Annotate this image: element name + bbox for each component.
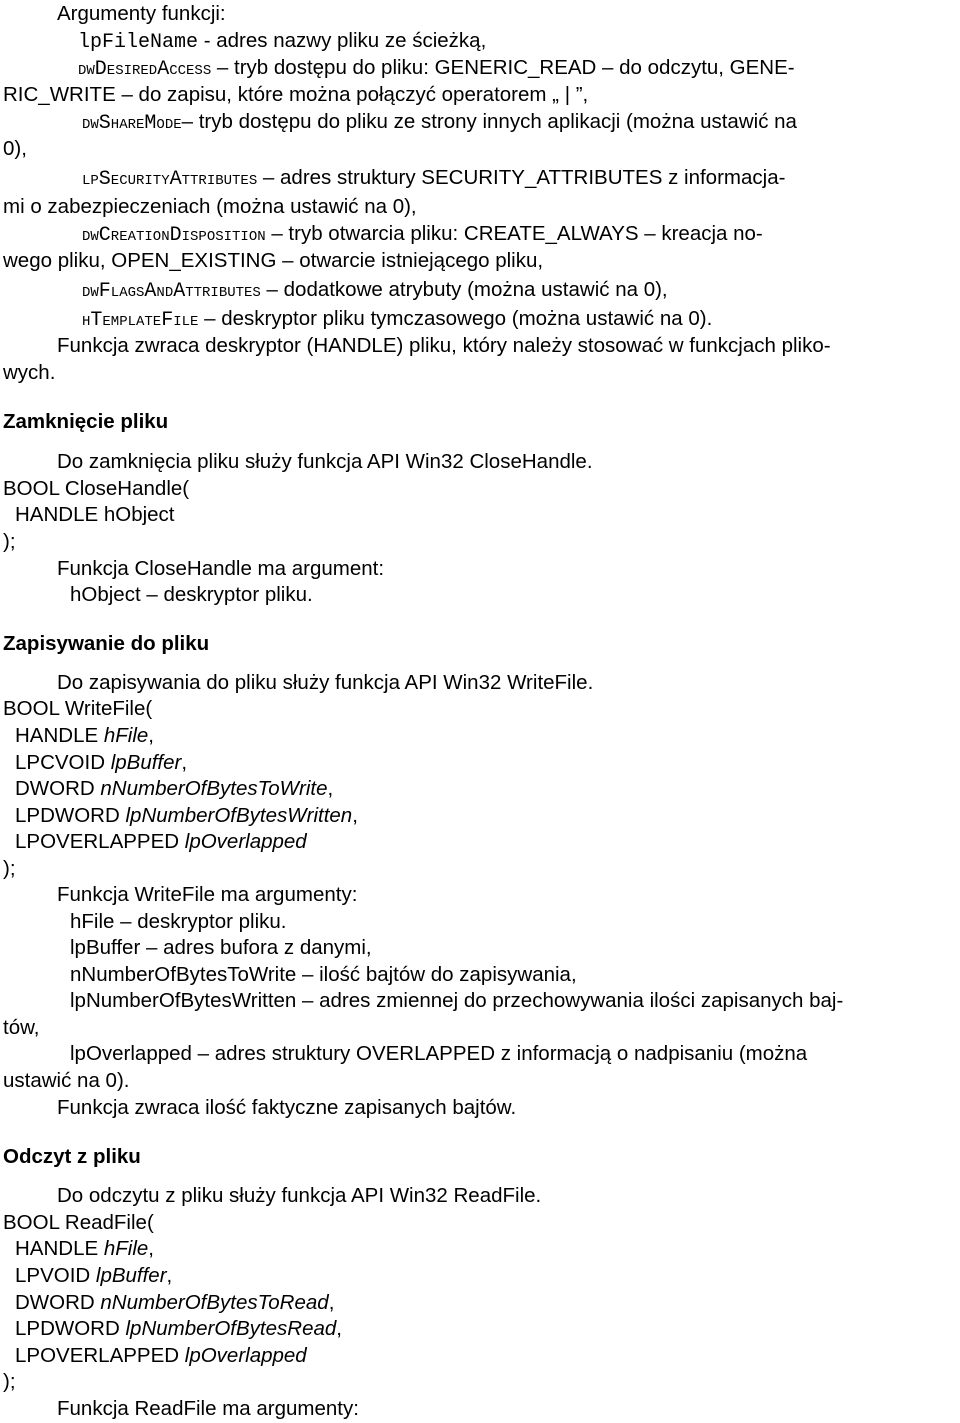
write-signature-open: BOOL WriteFile( [3,697,153,720]
param-desc: – tryb dostępu do pliku: GENERIC_READ – do odczytu, GENE- [211,56,795,79]
section-heading-write: Zapisywanie do pliku [3,632,210,655]
close-signature-open: BOOL CloseHandle( [3,477,190,500]
param-name: dwCreationDisposition [82,224,266,247]
param-name: hFile [103,1237,149,1260]
write-param [15,722,154,749]
param-sep: , [328,1291,335,1314]
close-arg: hObject – deskryptor pliku. [70,583,313,606]
write-arg: lpNumberOfBytesWritten – adres zmiennej do przechowywania ilości zapisanych baj- [70,989,844,1012]
write-param [15,828,307,855]
arg-dwflagsandattributes [82,276,668,303]
write-signature-close: ); [3,857,16,880]
write-arg: hFile – deskryptor pliku. [70,910,287,933]
write-arg: lpBuffer – adres bufora z danymi, [70,936,372,959]
section-heading-read: Odczyt z pliku [3,1145,141,1168]
param-desc: – tryb dostępu do pliku ze strony innych aplikacji (można ustawić na [181,110,797,133]
param-name: lpBuffer [95,1264,167,1287]
param-sep: , [327,777,334,800]
param-sep: , [166,1264,173,1287]
read-args-intro: Funkcja ReadFile ma argumenty: [57,1397,359,1420]
arg-dwdesiredaccess [78,54,795,81]
param-name: lpFileName [78,31,199,54]
param-type: LPDWORD [15,804,126,827]
arg-htemplatefile [82,305,712,332]
param-sep: , [181,751,188,774]
close-intro: Do zamknięcia pliku służy funkcja API Win32 CloseHandle. [57,450,593,473]
read-param [15,1342,307,1369]
write-arg-continuation: tów, [3,1016,40,1039]
param-type: LPOVERLAPPED [15,1344,185,1367]
close-signature-close: ); [3,530,16,553]
read-intro: Do odczytu z pliku służy funkcja API Win32 ReadFile. [57,1184,542,1207]
section-heading-close: Zamknięcie pliku [3,410,169,433]
param-name: dwFlagsAndAttributes [82,280,261,303]
read-param [15,1235,154,1262]
param-type: LPDWORD [15,1317,126,1340]
arg-dwcreationdisposition [82,220,763,247]
arg-lpsecurityattributes [82,164,785,191]
write-arg-continuation: ustawić na 0). [3,1069,130,1092]
param-name: hTemplateFile [82,309,199,332]
write-arg: lpOverlapped – adres struktury OVERLAPPED z informacją o nadpisaniu (można [70,1042,808,1065]
param-desc: - adres nazwy pliku ze ścieżką, [198,29,487,52]
read-param [15,1289,334,1316]
write-param [15,802,358,829]
read-signature-close: ); [3,1370,16,1393]
param-name: dwDesiredAccess [78,58,212,81]
close-args-intro: Funkcja CloseHandle ma argument: [57,557,385,580]
read-param [15,1262,172,1289]
param-name: lpNumberOfBytesRead [125,1317,337,1340]
param-name: nNumberOfBytesToRead [100,1291,329,1314]
write-intro: Do zapisywania do pliku służy funkcja API Win32 WriteFile. [57,671,594,694]
param-name: dwShareMode [82,112,182,135]
param-name: hFile [103,724,149,747]
param-type: LPCVOID [15,751,111,774]
arg-continuation: RIC_WRITE – do zapisu, które można połączyć operatorem „ | ”, [3,83,589,106]
param-type: HANDLE [15,1237,104,1260]
param-desc: – tryb otwarcia pliku: CREATE_ALWAYS – kreacja no- [265,222,763,245]
param-sep: , [352,804,358,827]
param-desc: – adres struktury SECURITY_ATTRIBUTES z informacja- [257,166,786,189]
param-name: lpOverlapped [184,1344,307,1367]
param-name: lpBuffer [110,751,182,774]
arg-continuation: 0), [3,137,27,160]
param-type: DWORD [15,1291,101,1314]
param-name: nNumberOfBytesToWrite [100,777,328,800]
param-name: lpOverlapped [184,830,307,853]
arg-dwsharemode [82,108,797,135]
create-return-continuation: wych. [3,361,56,384]
write-param [15,775,333,802]
param-sep: , [148,1237,154,1260]
read-signature-open: BOOL ReadFile( [3,1211,154,1234]
param-name: lpNumberOfBytesWritten [125,804,353,827]
param-desc: – dodatkowe atrybuty (można ustawić na 0), [260,278,668,301]
param-type: HANDLE [15,724,104,747]
write-return-text: Funkcja zwraca ilość faktyczne zapisanych bajtów. [57,1096,517,1119]
arg-continuation: mi o zabezpieczeniach (można ustawić na 0), [3,195,417,218]
param-sep: , [336,1317,342,1340]
arg-lpfilename [78,27,486,54]
close-param: HANDLE hObject [15,503,175,526]
arg-continuation: wego pliku, OPEN_EXISTING – otwarcie istniejącego pliku, [3,249,544,272]
param-name: lpSecurityAttributes [82,168,258,191]
create-return-text: Funkcja zwraca deskryptor (HANDLE) pliku, który należy stosować w funkcjach pliko- [57,334,831,357]
args-heading: Argumenty funkcji: [57,2,226,25]
param-type: DWORD [15,777,101,800]
read-param [15,1315,342,1342]
write-param [15,749,187,776]
param-sep: , [148,724,154,747]
param-type: LPOVERLAPPED [15,830,185,853]
param-desc: – deskryptor pliku tymczasowego (można ustawić na 0). [198,307,713,330]
param-type: LPVOID [15,1264,96,1287]
write-arg: nNumberOfBytesToWrite – ilość bajtów do zapisywania, [70,963,577,986]
write-args-intro: Funkcja WriteFile ma argumenty: [57,883,358,906]
